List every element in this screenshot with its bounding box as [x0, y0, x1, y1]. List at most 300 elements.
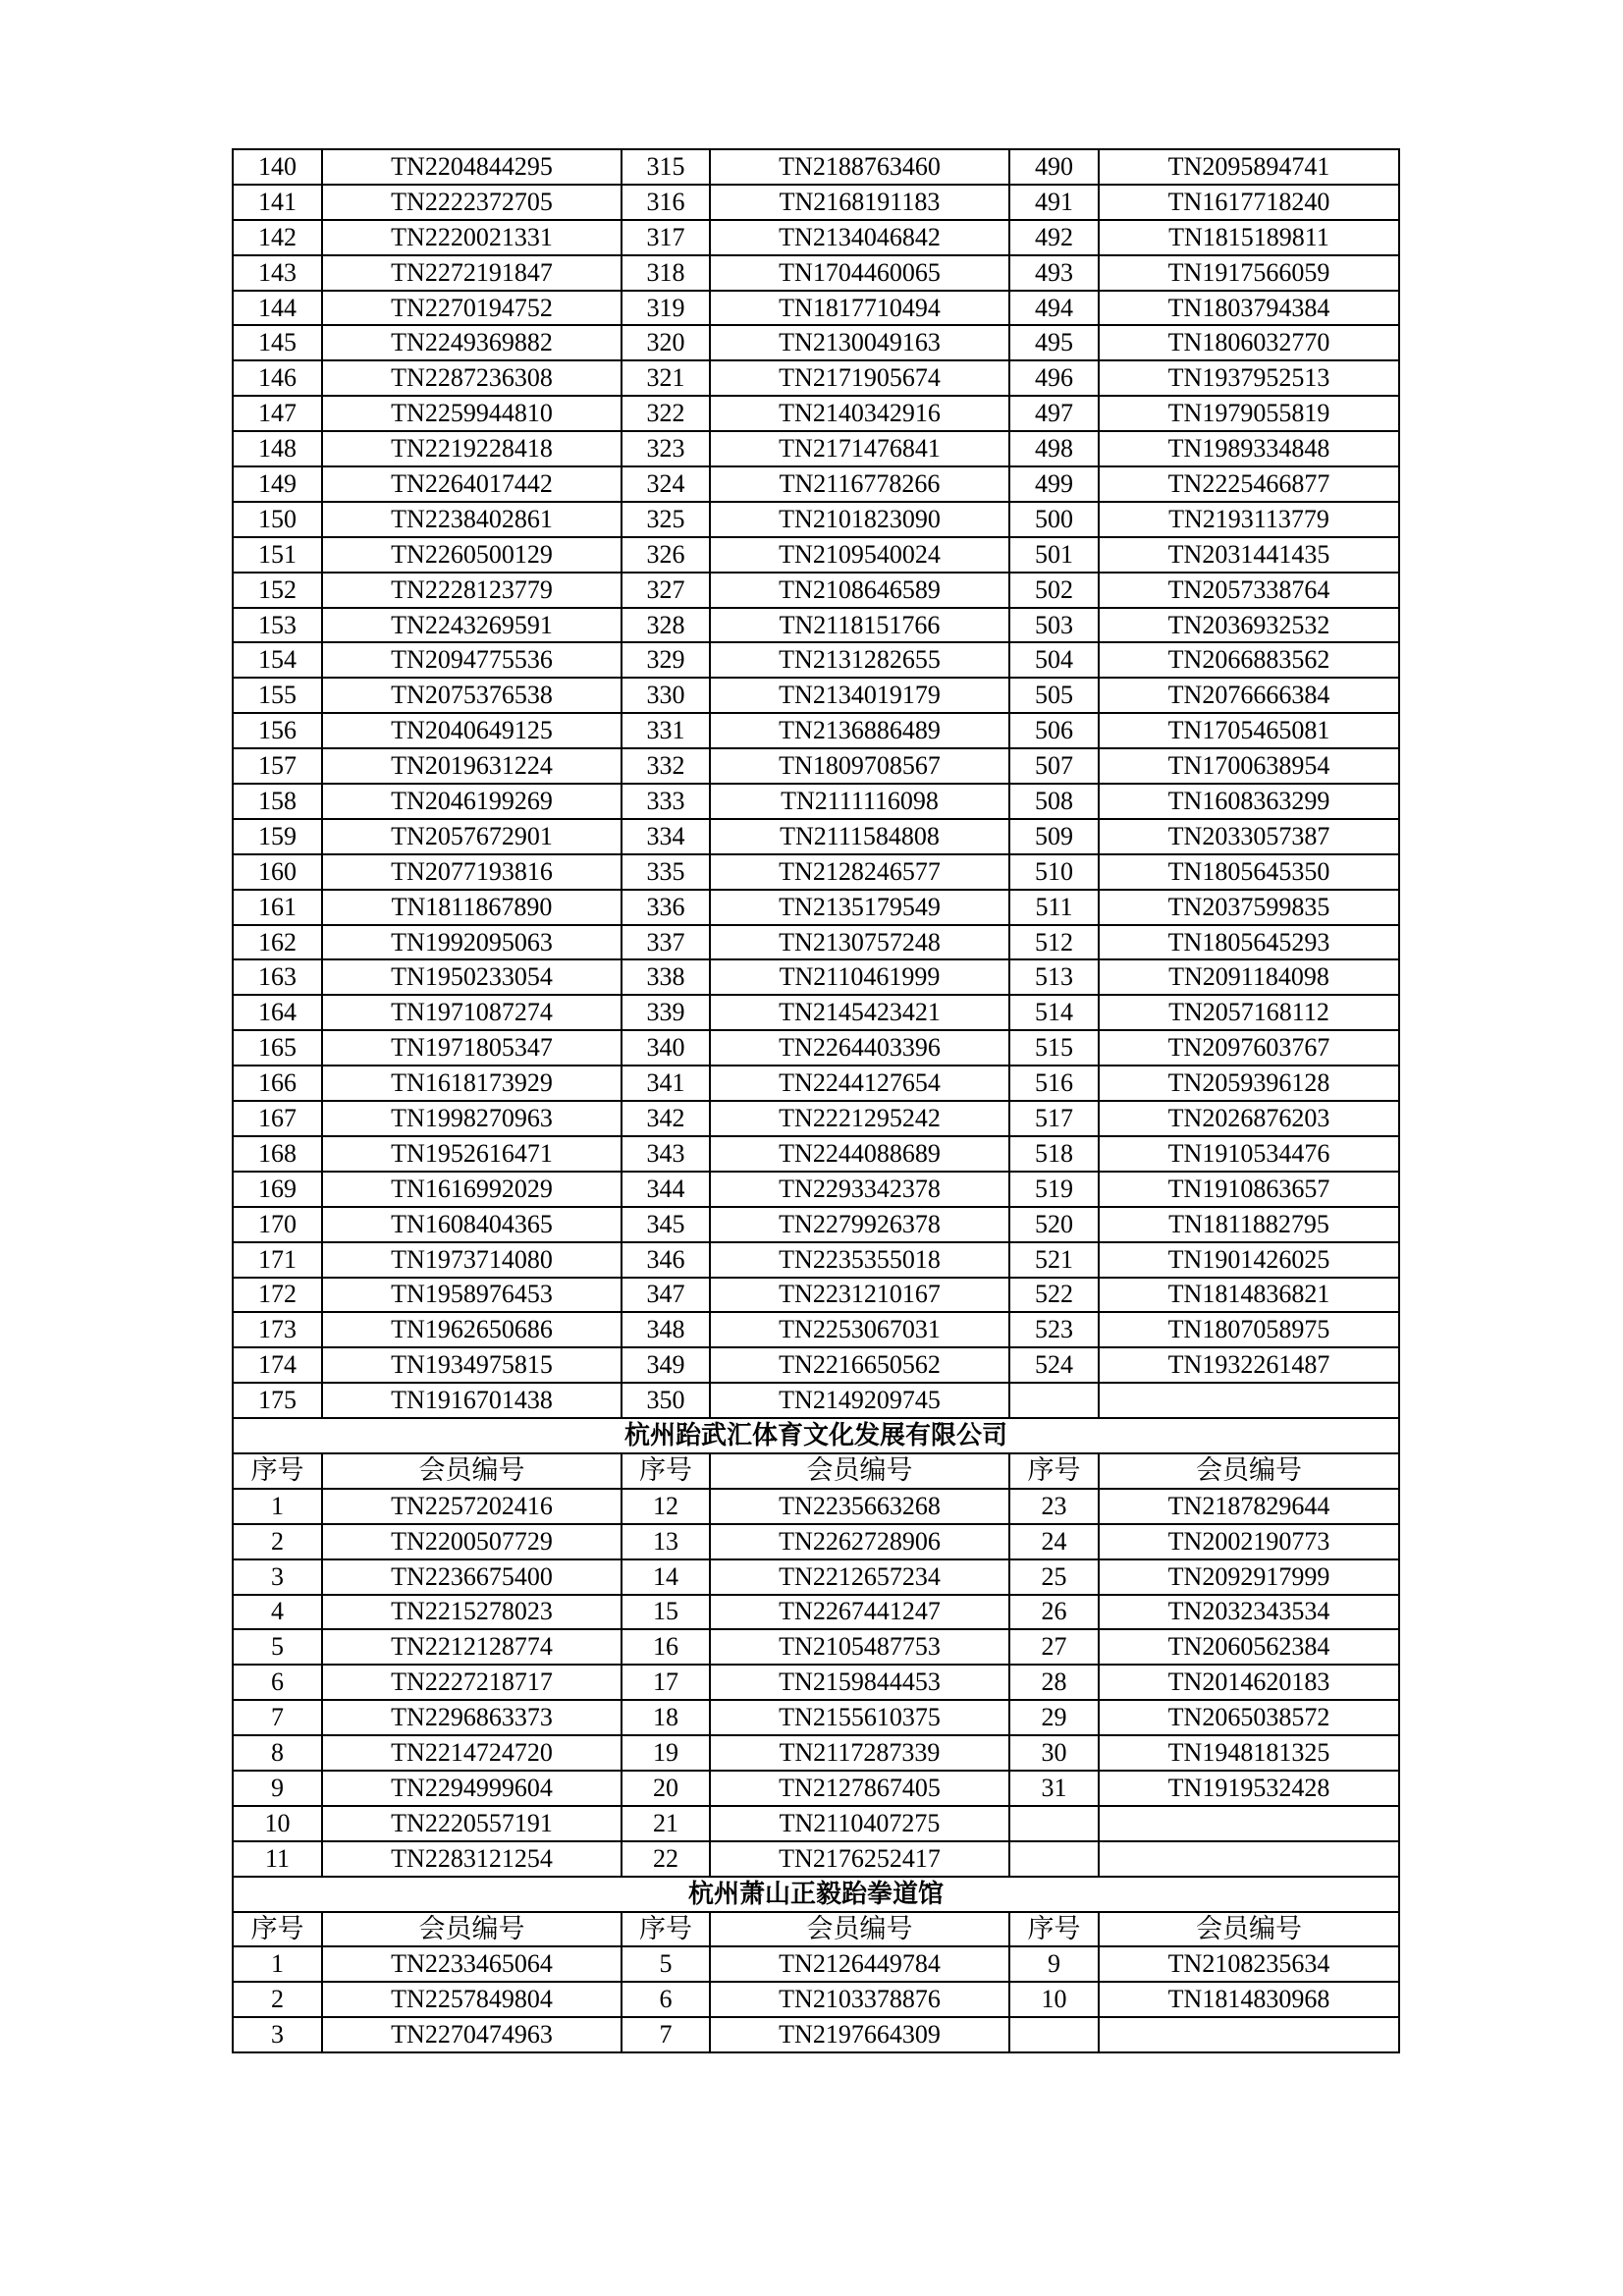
- table-row: [233, 431, 1399, 466]
- member-id-cell: TN1805645350: [1099, 854, 1399, 890]
- member-id-cell: TN2264017442: [322, 466, 622, 502]
- member-id-cell: TN2287236308: [322, 360, 622, 396]
- table-row: [233, 748, 1399, 784]
- table-row: [233, 1735, 1399, 1771]
- seq-number-cell: 5: [233, 1629, 322, 1665]
- seq-number-cell: 1: [233, 1489, 322, 1524]
- seq-number-cell: [1009, 2017, 1099, 2052]
- seq-number-cell: 345: [622, 1207, 710, 1242]
- seq-number-cell: 509: [1009, 819, 1099, 854]
- seq-number-cell: 329: [622, 642, 710, 678]
- seq-number-cell: 27: [1009, 1629, 1099, 1665]
- seq-number-cell: 321: [622, 360, 710, 396]
- member-id-cell: TN2127867405: [710, 1771, 1009, 1806]
- seq-number-cell: 323: [622, 431, 710, 466]
- member-id-header: 会员编号: [710, 1912, 1009, 1947]
- member-id-header: 会员编号: [322, 1912, 622, 1947]
- member-id-cell: TN2066883562: [1099, 642, 1399, 678]
- table-row: [233, 784, 1399, 819]
- member-id-cell: TN2134019179: [710, 678, 1009, 713]
- member-id-cell: TN1971805347: [322, 1030, 622, 1066]
- seq-number-cell: 322: [622, 396, 710, 431]
- seq-number-cell: 171: [233, 1242, 322, 1278]
- seq-number-cell: 492: [1009, 220, 1099, 255]
- member-id-cell: TN2134046842: [710, 220, 1009, 255]
- seq-number-cell: 339: [622, 995, 710, 1030]
- member-id-cell: TN1807058975: [1099, 1312, 1399, 1347]
- seq-number-cell: 517: [1009, 1101, 1099, 1136]
- seq-number-cell: 324: [622, 466, 710, 502]
- table-row: [233, 1066, 1399, 1101]
- member-id-cell: TN2031441435: [1099, 537, 1399, 573]
- seq-number-cell: 490: [1009, 149, 1099, 185]
- member-id-cell: [1099, 2017, 1399, 2052]
- seq-header: 序号: [233, 1912, 322, 1947]
- seq-number-cell: 22: [622, 1841, 710, 1877]
- seq-number-cell: 330: [622, 678, 710, 713]
- seq-number-cell: 521: [1009, 1242, 1099, 1278]
- seq-header: 序号: [622, 1453, 710, 1489]
- member-id-cell: TN1617718240: [1099, 185, 1399, 220]
- member-id-cell: TN2130757248: [710, 925, 1009, 960]
- member-id-cell: TN2040649125: [322, 713, 622, 748]
- table-row: [233, 1559, 1399, 1595]
- seq-number-cell: 349: [622, 1347, 710, 1383]
- seq-number-cell: 155: [233, 678, 322, 713]
- member-id-cell: TN2187829644: [1099, 1489, 1399, 1524]
- member-id-cell: TN2116778266: [710, 466, 1009, 502]
- seq-number-cell: 10: [233, 1806, 322, 1841]
- seq-number-cell: 6: [233, 1665, 322, 1700]
- seq-number-cell: 150: [233, 502, 322, 537]
- seq-number-cell: 515: [1009, 1030, 1099, 1066]
- member-id-cell: TN1803794384: [1099, 291, 1399, 326]
- seq-number-cell: 148: [233, 431, 322, 466]
- member-id-cell: TN2215278023: [322, 1595, 622, 1630]
- member-id-cell: TN1806032770: [1099, 325, 1399, 360]
- seq-number-cell: 334: [622, 819, 710, 854]
- seq-number-cell: [1009, 1383, 1099, 1418]
- member-id-cell: TN2109540024: [710, 537, 1009, 573]
- table-row: [233, 1172, 1399, 1207]
- seq-number-cell: 140: [233, 149, 322, 185]
- member-id-cell: TN2193113779: [1099, 502, 1399, 537]
- seq-number-cell: 326: [622, 537, 710, 573]
- member-id-cell: TN1910534476: [1099, 1136, 1399, 1172]
- seq-number-cell: 8: [233, 1735, 322, 1771]
- member-id-cell: TN1916701438: [322, 1383, 622, 1418]
- member-id-cell: TN2019631224: [322, 748, 622, 784]
- seq-number-cell: 10: [1009, 1982, 1099, 2017]
- seq-number-cell: 519: [1009, 1172, 1099, 1207]
- seq-number-cell: 495: [1009, 325, 1099, 360]
- seq-number-cell: 494: [1009, 291, 1099, 326]
- member-id-cell: TN2111584808: [710, 819, 1009, 854]
- seq-number-cell: 335: [622, 854, 710, 890]
- member-id-cell: TN2283121254: [322, 1841, 622, 1877]
- member-id-cell: TN2270474963: [322, 2017, 622, 2052]
- member-id-cell: TN2221295242: [710, 1101, 1009, 1136]
- member-id-cell: TN1811882795: [1099, 1207, 1399, 1242]
- seq-header: 序号: [1009, 1912, 1099, 1947]
- member-id-cell: TN2216650562: [710, 1347, 1009, 1383]
- member-id-cell: TN1998270963: [322, 1101, 622, 1136]
- member-id-cell: TN2235663268: [710, 1489, 1009, 1524]
- member-id-cell: TN1901426025: [1099, 1242, 1399, 1278]
- member-id-cell: TN2243269591: [322, 608, 622, 643]
- member-id-cell: TN1973714080: [322, 1242, 622, 1278]
- seq-number-cell: 9: [1009, 1946, 1099, 1982]
- seq-number-cell: 21: [622, 1806, 710, 1841]
- member-id-cell: [1099, 1806, 1399, 1841]
- member-id-cell: TN2075376538: [322, 678, 622, 713]
- table-row: [233, 1771, 1399, 1806]
- table-row: [233, 185, 1399, 220]
- table-row: [233, 1242, 1399, 1278]
- member-id-cell: TN2128246577: [710, 854, 1009, 890]
- seq-number-cell: 23: [1009, 1489, 1099, 1524]
- seq-number-cell: 341: [622, 1066, 710, 1101]
- seq-number-cell: 336: [622, 890, 710, 925]
- seq-number-cell: 315: [622, 149, 710, 185]
- member-id-cell: TN2126449784: [710, 1946, 1009, 1982]
- table-row: [233, 678, 1399, 713]
- seq-number-cell: 28: [1009, 1665, 1099, 1700]
- member-id-cell: TN2244088689: [710, 1136, 1009, 1172]
- member-id-cell: TN2077193816: [322, 854, 622, 890]
- section-title: 杭州萧山正毅跆拳道馆: [233, 1877, 1399, 1912]
- seq-number-cell: [1009, 1841, 1099, 1877]
- seq-number-cell: 1: [233, 1946, 322, 1982]
- member-id-cell: TN1992095063: [322, 925, 622, 960]
- seq-number-cell: 514: [1009, 995, 1099, 1030]
- table-row: [233, 1841, 1399, 1877]
- table-row: [233, 713, 1399, 748]
- member-id-cell: TN2235355018: [710, 1242, 1009, 1278]
- member-id-cell: TN2293342378: [710, 1172, 1009, 1207]
- seq-number-cell: 25: [1009, 1559, 1099, 1595]
- seq-number-cell: 168: [233, 1136, 322, 1172]
- member-id-cell: TN2262728906: [710, 1524, 1009, 1559]
- member-id-cell: TN2097603767: [1099, 1030, 1399, 1066]
- member-id-cell: TN1958976453: [322, 1278, 622, 1313]
- seq-number-cell: 31: [1009, 1771, 1099, 1806]
- member-id-cell: TN2249369882: [322, 325, 622, 360]
- table-row: [233, 1101, 1399, 1136]
- seq-number-cell: 162: [233, 925, 322, 960]
- seq-number-cell: 145: [233, 325, 322, 360]
- column-header-row: [233, 1453, 1399, 1489]
- seq-number-cell: 156: [233, 713, 322, 748]
- table-row: [233, 1665, 1399, 1700]
- table-row: [233, 573, 1399, 608]
- member-id-cell: [1099, 1383, 1399, 1418]
- seq-number-cell: 342: [622, 1101, 710, 1136]
- seq-number-cell: 508: [1009, 784, 1099, 819]
- member-id-cell: TN2214724720: [322, 1735, 622, 1771]
- member-id-cell: TN2159844453: [710, 1665, 1009, 1700]
- seq-number-cell: 143: [233, 255, 322, 291]
- member-id-cell: TN2117287339: [710, 1735, 1009, 1771]
- seq-number-cell: 160: [233, 854, 322, 890]
- table-row: [233, 360, 1399, 396]
- member-id-cell: TN2130049163: [710, 325, 1009, 360]
- seq-number-cell: 499: [1009, 466, 1099, 502]
- seq-number-cell: 523: [1009, 1312, 1099, 1347]
- column-header-row: [233, 1912, 1399, 1947]
- seq-number-cell: 169: [233, 1172, 322, 1207]
- seq-number-cell: 343: [622, 1136, 710, 1172]
- member-table-body: [233, 149, 1399, 2052]
- seq-number-cell: 3: [233, 2017, 322, 2052]
- member-id-cell: TN2108646589: [710, 573, 1009, 608]
- seq-header: 序号: [1009, 1453, 1099, 1489]
- seq-number-cell: 513: [1009, 959, 1099, 995]
- member-id-cell: TN2204844295: [322, 149, 622, 185]
- table-row: [233, 1278, 1399, 1313]
- table-row: [233, 1312, 1399, 1347]
- member-id-cell: TN1817710494: [710, 291, 1009, 326]
- member-id-cell: TN2259944810: [322, 396, 622, 431]
- seq-number-cell: 161: [233, 890, 322, 925]
- table-row: [233, 255, 1399, 291]
- table-row: [233, 925, 1399, 960]
- table-row: [233, 291, 1399, 326]
- seq-number-cell: 511: [1009, 890, 1099, 925]
- seq-number-cell: 166: [233, 1066, 322, 1101]
- member-id-cell: TN1989334848: [1099, 431, 1399, 466]
- member-id-cell: TN2091184098: [1099, 959, 1399, 995]
- member-id-cell: TN1952616471: [322, 1136, 622, 1172]
- member-id-cell: TN2220557191: [322, 1806, 622, 1841]
- seq-number-cell: 504: [1009, 642, 1099, 678]
- seq-number-cell: 149: [233, 466, 322, 502]
- member-id-cell: TN2140342916: [710, 396, 1009, 431]
- member-id-cell: TN1814836821: [1099, 1278, 1399, 1313]
- member-id-cell: TN2118151766: [710, 608, 1009, 643]
- member-id-header: 会员编号: [322, 1453, 622, 1489]
- member-id-cell: TN1805645293: [1099, 925, 1399, 960]
- seq-number-cell: 151: [233, 537, 322, 573]
- member-id-cell: TN2212657234: [710, 1559, 1009, 1595]
- seq-number-cell: 524: [1009, 1347, 1099, 1383]
- seq-number-cell: 493: [1009, 255, 1099, 291]
- seq-number-cell: 338: [622, 959, 710, 995]
- member-id-cell: TN2037599835: [1099, 890, 1399, 925]
- seq-number-cell: 152: [233, 573, 322, 608]
- seq-header: 序号: [233, 1453, 322, 1489]
- member-id-header: 会员编号: [1099, 1912, 1399, 1947]
- seq-number-cell: 520: [1009, 1207, 1099, 1242]
- table-row: [233, 466, 1399, 502]
- member-id-cell: TN2036932532: [1099, 608, 1399, 643]
- seq-number-cell: 5: [622, 1946, 710, 1982]
- seq-number-cell: 500: [1009, 502, 1099, 537]
- member-id-cell: TN2131282655: [710, 642, 1009, 678]
- member-id-cell: TN1809708567: [710, 748, 1009, 784]
- member-id-cell: TN2231210167: [710, 1278, 1009, 1313]
- table-row: [233, 1806, 1399, 1841]
- seq-number-cell: 15: [622, 1595, 710, 1630]
- member-id-cell: TN2212128774: [322, 1629, 622, 1665]
- table-row: [233, 396, 1399, 431]
- seq-number-cell: 141: [233, 185, 322, 220]
- table-row: [233, 1982, 1399, 2017]
- seq-number-cell: 165: [233, 1030, 322, 1066]
- seq-number-cell: 144: [233, 291, 322, 326]
- seq-number-cell: 170: [233, 1207, 322, 1242]
- seq-number-cell: 13: [622, 1524, 710, 1559]
- seq-number-cell: 507: [1009, 748, 1099, 784]
- table-row: [233, 1524, 1399, 1559]
- seq-number-cell: [1009, 1806, 1099, 1841]
- table-row: [233, 890, 1399, 925]
- member-id-cell: TN2135179549: [710, 890, 1009, 925]
- seq-number-cell: 16: [622, 1629, 710, 1665]
- table-row: [233, 1347, 1399, 1383]
- seq-number-cell: 319: [622, 291, 710, 326]
- seq-number-cell: 510: [1009, 854, 1099, 890]
- member-id-cell: TN2233465064: [322, 1946, 622, 1982]
- seq-number-cell: 337: [622, 925, 710, 960]
- member-id-cell: TN2110407275: [710, 1806, 1009, 1841]
- member-id-cell: TN2111116098: [710, 784, 1009, 819]
- member-id-cell: TN2002190773: [1099, 1524, 1399, 1559]
- member-id-cell: TN1950233054: [322, 959, 622, 995]
- section-title: 杭州跆武汇体育文化发展有限公司: [233, 1418, 1399, 1453]
- member-id-header: 会员编号: [710, 1453, 1009, 1489]
- member-id-cell: TN2026876203: [1099, 1101, 1399, 1136]
- seq-number-cell: 318: [622, 255, 710, 291]
- seq-number-cell: 7: [622, 2017, 710, 2052]
- table-row: [233, 819, 1399, 854]
- seq-number-cell: 491: [1009, 185, 1099, 220]
- member-id-cell: TN2057168112: [1099, 995, 1399, 1030]
- section-title-row: [233, 1418, 1399, 1453]
- member-id-cell: TN2197664309: [710, 2017, 1009, 2052]
- seq-number-cell: 7: [233, 1700, 322, 1735]
- seq-header: 序号: [622, 1912, 710, 1947]
- table-row: [233, 220, 1399, 255]
- table-row: [233, 959, 1399, 995]
- member-id-cell: TN1937952513: [1099, 360, 1399, 396]
- member-table: [232, 148, 1400, 2053]
- seq-number-cell: 147: [233, 396, 322, 431]
- member-id-cell: TN1700638954: [1099, 748, 1399, 784]
- member-id-cell: TN2065038572: [1099, 1700, 1399, 1735]
- member-id-cell: TN2244127654: [710, 1066, 1009, 1101]
- table-row: [233, 1595, 1399, 1630]
- member-id-cell: TN1917566059: [1099, 255, 1399, 291]
- table-row: [233, 1700, 1399, 1735]
- table-row: [233, 1946, 1399, 1982]
- member-id-header: 会员编号: [1099, 1453, 1399, 1489]
- seq-number-cell: 505: [1009, 678, 1099, 713]
- seq-number-cell: 344: [622, 1172, 710, 1207]
- member-id-cell: TN2253067031: [710, 1312, 1009, 1347]
- member-id-cell: TN1815189811: [1099, 220, 1399, 255]
- seq-number-cell: 518: [1009, 1136, 1099, 1172]
- member-id-cell: TN2272191847: [322, 255, 622, 291]
- member-id-cell: TN2270194752: [322, 291, 622, 326]
- seq-number-cell: 3: [233, 1559, 322, 1595]
- table-row: [233, 995, 1399, 1030]
- member-id-cell: TN1934975815: [322, 1347, 622, 1383]
- member-id-cell: TN2171905674: [710, 360, 1009, 396]
- seq-number-cell: 512: [1009, 925, 1099, 960]
- member-id-cell: TN2222372705: [322, 185, 622, 220]
- seq-number-cell: 2: [233, 1524, 322, 1559]
- member-id-cell: TN1608363299: [1099, 784, 1399, 819]
- member-id-cell: TN2094775536: [322, 642, 622, 678]
- seq-number-cell: 325: [622, 502, 710, 537]
- member-id-cell: TN2046199269: [322, 784, 622, 819]
- table-row: [233, 537, 1399, 573]
- table-row: [233, 2017, 1399, 2052]
- member-id-cell: TN2260500129: [322, 537, 622, 573]
- member-id-cell: TN2032343534: [1099, 1595, 1399, 1630]
- member-id-cell: TN2108235634: [1099, 1946, 1399, 1982]
- member-id-cell: TN2168191183: [710, 185, 1009, 220]
- member-id-cell: TN1618173929: [322, 1066, 622, 1101]
- seq-number-cell: 142: [233, 220, 322, 255]
- member-id-cell: TN1919532428: [1099, 1771, 1399, 1806]
- member-id-cell: TN2014620183: [1099, 1665, 1399, 1700]
- seq-number-cell: 328: [622, 608, 710, 643]
- member-id-cell: TN2257849804: [322, 1982, 622, 2017]
- seq-number-cell: 501: [1009, 537, 1099, 573]
- seq-number-cell: 327: [622, 573, 710, 608]
- member-id-cell: TN2059396128: [1099, 1066, 1399, 1101]
- member-id-cell: TN2200507729: [322, 1524, 622, 1559]
- seq-number-cell: 12: [622, 1489, 710, 1524]
- member-id-cell: TN2296863373: [322, 1700, 622, 1735]
- table-row: [233, 608, 1399, 643]
- member-id-cell: TN2236675400: [322, 1559, 622, 1595]
- member-id-cell: TN2294999604: [322, 1771, 622, 1806]
- seq-number-cell: 350: [622, 1383, 710, 1418]
- member-id-cell: TN2103378876: [710, 1982, 1009, 2017]
- member-id-cell: TN2060562384: [1099, 1629, 1399, 1665]
- member-id-cell: TN1910863657: [1099, 1172, 1399, 1207]
- seq-number-cell: 20: [622, 1771, 710, 1806]
- seq-number-cell: 18: [622, 1700, 710, 1735]
- seq-number-cell: 498: [1009, 431, 1099, 466]
- seq-number-cell: 173: [233, 1312, 322, 1347]
- member-id-cell: TN2257202416: [322, 1489, 622, 1524]
- seq-number-cell: 153: [233, 608, 322, 643]
- member-id-cell: TN2095894741: [1099, 149, 1399, 185]
- table-row: [233, 1030, 1399, 1066]
- seq-number-cell: 172: [233, 1278, 322, 1313]
- member-id-cell: TN2101823090: [710, 502, 1009, 537]
- seq-number-cell: 29: [1009, 1700, 1099, 1735]
- table-row: [233, 325, 1399, 360]
- seq-number-cell: 175: [233, 1383, 322, 1418]
- member-id-cell: TN1704460065: [710, 255, 1009, 291]
- seq-number-cell: 506: [1009, 713, 1099, 748]
- member-id-cell: TN2057338764: [1099, 573, 1399, 608]
- seq-number-cell: 2: [233, 1982, 322, 2017]
- seq-number-cell: 503: [1009, 608, 1099, 643]
- seq-number-cell: 158: [233, 784, 322, 819]
- seq-number-cell: 26: [1009, 1595, 1099, 1630]
- seq-number-cell: 316: [622, 185, 710, 220]
- seq-number-cell: 4: [233, 1595, 322, 1630]
- table-row: [233, 1207, 1399, 1242]
- table-row: [233, 1383, 1399, 1418]
- table-row: [233, 854, 1399, 890]
